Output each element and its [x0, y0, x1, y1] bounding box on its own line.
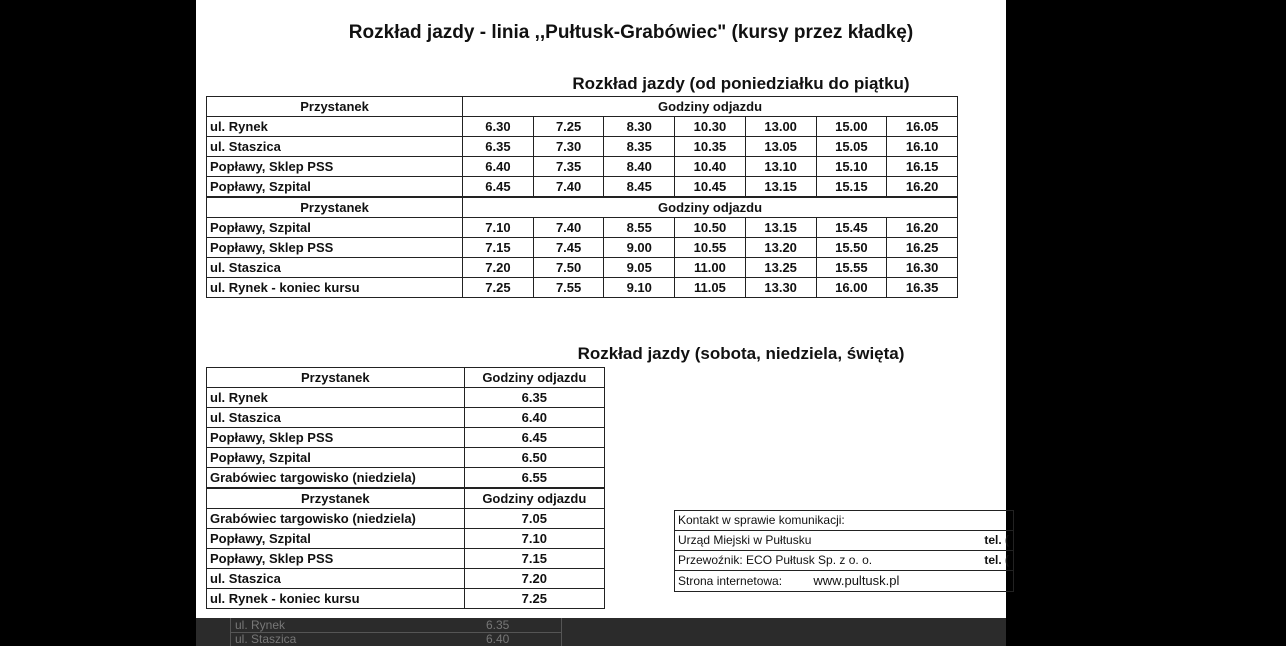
col-header-times: Godziny odjazdu	[463, 197, 958, 218]
departure-time: 15.15	[816, 177, 887, 198]
ghost-table	[230, 618, 562, 646]
departure-time: 11.00	[675, 258, 746, 278]
departure-time: 7.15	[463, 238, 534, 258]
table-header-row	[207, 97, 958, 117]
table-row	[207, 117, 958, 137]
contact-row	[675, 531, 1014, 551]
departure-time: 16.25	[887, 238, 958, 258]
departure-time: 15.10	[816, 157, 887, 177]
departure-time: 7.40	[533, 177, 604, 198]
departure-time: 9.05	[604, 258, 675, 278]
table-header-row	[207, 197, 958, 218]
stop-name: Grabówiec targowisko (niedziela)	[207, 468, 465, 489]
page-title: Rozkład jazdy - linia ,,Pułtusk-Grabówiec" (kursy przez kładkę)	[348, 22, 914, 43]
stop-name: ul. Rynek - koniec kursu	[207, 589, 465, 609]
contact-website-link[interactable]: www.pultusk.pl	[813, 573, 900, 588]
ghost-time: 6.35	[486, 618, 510, 632]
table-row	[207, 569, 605, 589]
departure-time: 6.40	[464, 408, 604, 428]
departure-time: 8.55	[604, 218, 675, 238]
bottom-scroll-strip	[196, 618, 1006, 646]
table-row	[207, 137, 958, 157]
departure-time: 13.30	[745, 278, 816, 298]
contact-heading: Kontakt w sprawie komunikacji:	[675, 511, 1014, 531]
ghost-stop: ul. Staszica	[235, 632, 297, 646]
document-page	[196, 0, 1009, 618]
departure-time: 15.55	[816, 258, 887, 278]
contact-website-label: Strona internetowa:	[678, 574, 783, 588]
table-row	[207, 258, 958, 278]
weekend-timetable	[206, 367, 605, 609]
departure-time: 7.25	[463, 278, 534, 298]
departure-time: 7.55	[533, 278, 604, 298]
stop-name: Popławy, Sklep PSS	[207, 549, 465, 569]
departure-time: 6.35	[463, 137, 534, 157]
col-header-times: Godziny odjazdu	[464, 368, 604, 388]
departure-time: 10.45	[675, 177, 746, 198]
table-row	[207, 278, 958, 298]
stop-name: ul. Staszica	[207, 408, 465, 428]
departure-time: 6.45	[463, 177, 534, 198]
table-row	[207, 238, 958, 258]
departure-time: 10.30	[675, 117, 746, 137]
departure-time: 11.05	[675, 278, 746, 298]
table-row	[207, 177, 958, 198]
departure-time: 15.50	[816, 238, 887, 258]
departure-time: 7.10	[463, 218, 534, 238]
departure-time: 7.05	[464, 509, 604, 529]
stop-name: Popławy, Szpital	[207, 218, 463, 238]
table-row	[207, 448, 605, 468]
departure-time: 16.20	[887, 177, 958, 198]
contact-header-row	[675, 511, 1014, 531]
col-header-times: Godziny odjazdu	[464, 488, 604, 509]
departure-time: 16.35	[887, 278, 958, 298]
departure-time: 16.20	[887, 218, 958, 238]
table-header-row	[207, 368, 605, 388]
table-row	[207, 468, 605, 489]
stop-name: Popławy, Szpital	[207, 448, 465, 468]
departure-time: 10.50	[675, 218, 746, 238]
departure-time: 7.40	[533, 218, 604, 238]
departure-time: 7.20	[463, 258, 534, 278]
departure-time: 10.55	[675, 238, 746, 258]
departure-time: 6.55	[464, 468, 604, 489]
departure-time: 10.35	[675, 137, 746, 157]
departure-time: 16.15	[887, 157, 958, 177]
departure-time: 13.25	[745, 258, 816, 278]
departure-time: 6.35	[464, 388, 604, 408]
table-row	[207, 509, 605, 529]
departure-time: 6.45	[464, 428, 604, 448]
departure-time: 8.45	[604, 177, 675, 198]
table-row	[207, 529, 605, 549]
stop-name: ul. Staszica	[207, 258, 463, 278]
departure-time: 8.35	[604, 137, 675, 157]
departure-time: 15.45	[816, 218, 887, 238]
departure-time: 7.45	[533, 238, 604, 258]
ghost-stop: ul. Rynek	[235, 618, 286, 632]
stop-name: Popławy, Sklep PSS	[207, 428, 465, 448]
contact-row	[675, 551, 1014, 571]
weekend-heading: Rozkład jazdy (sobota, niedziela, święta)	[577, 344, 905, 363]
ghost-row	[231, 618, 561, 633]
col-header-times: Godziny odjazdu	[463, 97, 958, 117]
departure-time: 16.05	[887, 117, 958, 137]
departure-time: 13.15	[745, 218, 816, 238]
table-row	[207, 157, 958, 177]
departure-time: 9.10	[604, 278, 675, 298]
stop-name: ul. Rynek	[207, 117, 463, 137]
departure-time: 13.10	[745, 157, 816, 177]
departure-time: 6.50	[464, 448, 604, 468]
contact-phone-label: tel. (	[967, 531, 1014, 551]
contact-row	[675, 571, 1014, 592]
stop-name: ul. Rynek	[207, 388, 465, 408]
departure-time: 15.05	[816, 137, 887, 157]
contact-box	[674, 510, 1014, 592]
departure-time: 9.00	[604, 238, 675, 258]
departure-time: 8.40	[604, 157, 675, 177]
table-row	[207, 589, 605, 609]
departure-time: 13.20	[745, 238, 816, 258]
table-row	[207, 428, 605, 448]
col-header-stop: Przystanek	[207, 197, 463, 218]
contact-city-office: Urząd Miejski w Pułtusku	[675, 531, 967, 551]
contact-carrier: Przewoźnik: ECO Pułtusk Sp. z o. o.	[675, 551, 967, 571]
departure-time: 16.10	[887, 137, 958, 157]
stop-name: Grabówiec targowisko (niedziela)	[207, 509, 465, 529]
departure-time: 13.05	[745, 137, 816, 157]
stop-name: Popławy, Sklep PSS	[207, 157, 463, 177]
contact-phone-label: tel. (	[967, 551, 1014, 571]
col-header-stop: Przystanek	[207, 97, 463, 117]
departure-time: 7.50	[533, 258, 604, 278]
col-header-stop: Przystanek	[207, 488, 465, 509]
departure-time: 7.25	[533, 117, 604, 137]
departure-time: 7.15	[464, 549, 604, 569]
stop-name: Popławy, Szpital	[207, 529, 465, 549]
table-header-row	[207, 488, 605, 509]
table-row	[207, 408, 605, 428]
stop-name: Popławy, Szpital	[207, 177, 463, 198]
departure-time: 7.35	[533, 157, 604, 177]
departure-time: 7.20	[464, 569, 604, 589]
col-header-stop: Przystanek	[207, 368, 465, 388]
weekday-heading: Rozkład jazdy (od poniedziałku do piątku)	[572, 74, 910, 93]
ghost-time: 6.40	[486, 632, 510, 646]
departure-time: 7.30	[533, 137, 604, 157]
weekday-timetable	[206, 96, 958, 298]
contact-website-cell	[675, 571, 1014, 592]
departure-time: 6.40	[463, 157, 534, 177]
table-row	[207, 218, 958, 238]
departure-time: 13.00	[745, 117, 816, 137]
departure-time: 13.15	[745, 177, 816, 198]
table-row	[207, 549, 605, 569]
departure-time: 6.30	[463, 117, 534, 137]
departure-time: 7.25	[464, 589, 604, 609]
stop-name: ul. Staszica	[207, 137, 463, 157]
departure-time: 8.30	[604, 117, 675, 137]
departure-time: 15.00	[816, 117, 887, 137]
departure-time: 7.10	[464, 529, 604, 549]
departure-time: 10.40	[675, 157, 746, 177]
stop-name: ul. Rynek - koniec kursu	[207, 278, 463, 298]
stop-name: ul. Staszica	[207, 569, 465, 589]
departure-time: 16.00	[816, 278, 887, 298]
ghost-row	[231, 632, 561, 646]
stop-name: Popławy, Sklep PSS	[207, 238, 463, 258]
table-row	[207, 388, 605, 408]
departure-time: 16.30	[887, 258, 958, 278]
